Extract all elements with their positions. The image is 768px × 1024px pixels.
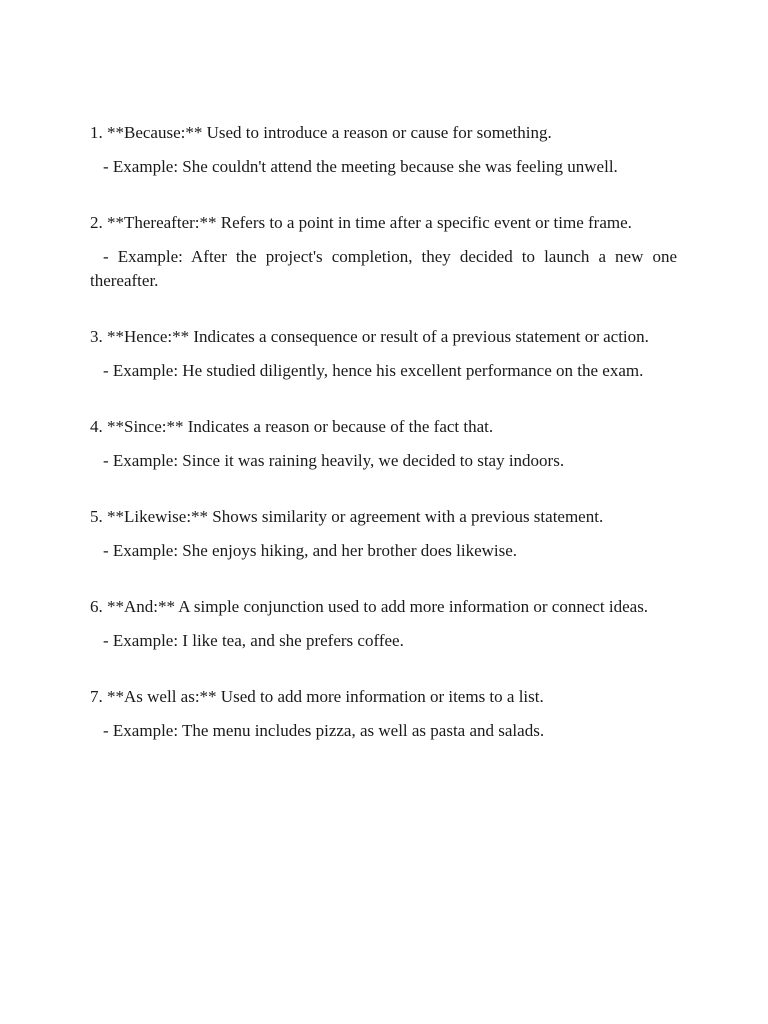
list-item-because <box>90 121 677 179</box>
term-example: - Example: The menu includes pizza, as well as pasta and salads. <box>103 721 545 740</box>
term-example: - Example: After the project's completion, they decided to launch a new one thereafter. <box>90 247 677 290</box>
term-definition: 7. **As well as:** Used to add more information or items to a list. <box>90 687 544 706</box>
document-body <box>90 121 677 775</box>
term-example: - Example: She enjoys hiking, and her brother does likewise. <box>103 541 518 560</box>
list-item-and <box>90 595 677 653</box>
term-definition: 2. **Thereafter:** Refers to a point in time after a specific event or time frame. <box>90 213 632 232</box>
list-item-as-well-as <box>90 685 677 743</box>
list-item-hence <box>90 325 677 383</box>
term-example: - Example: Since it was raining heavily, we decided to stay indoors. <box>103 451 565 470</box>
term-definition: 4. **Since:** Indicates a reason or because of the fact that. <box>90 417 494 436</box>
term-example: - Example: He studied diligently, hence his excellent performance on the exam. <box>103 361 644 380</box>
list-item-thereafter <box>90 211 677 293</box>
term-example: - Example: She couldn't attend the meeting because she was feeling unwell. <box>103 157 618 176</box>
term-definition: 5. **Likewise:** Shows similarity or agreement with a previous statement. <box>90 507 604 526</box>
term-definition: 3. **Hence:** Indicates a consequence or result of a previous statement or action. <box>90 327 649 346</box>
term-example: - Example: I like tea, and she prefers coffee. <box>103 631 404 650</box>
term-definition: 6. **And:** A simple conjunction used to add more information or connect ideas. <box>90 597 649 616</box>
term-definition: 1. **Because:** Used to introduce a reason or cause for something. <box>90 123 552 142</box>
list-item-likewise <box>90 505 677 563</box>
list-item-since <box>90 415 677 473</box>
